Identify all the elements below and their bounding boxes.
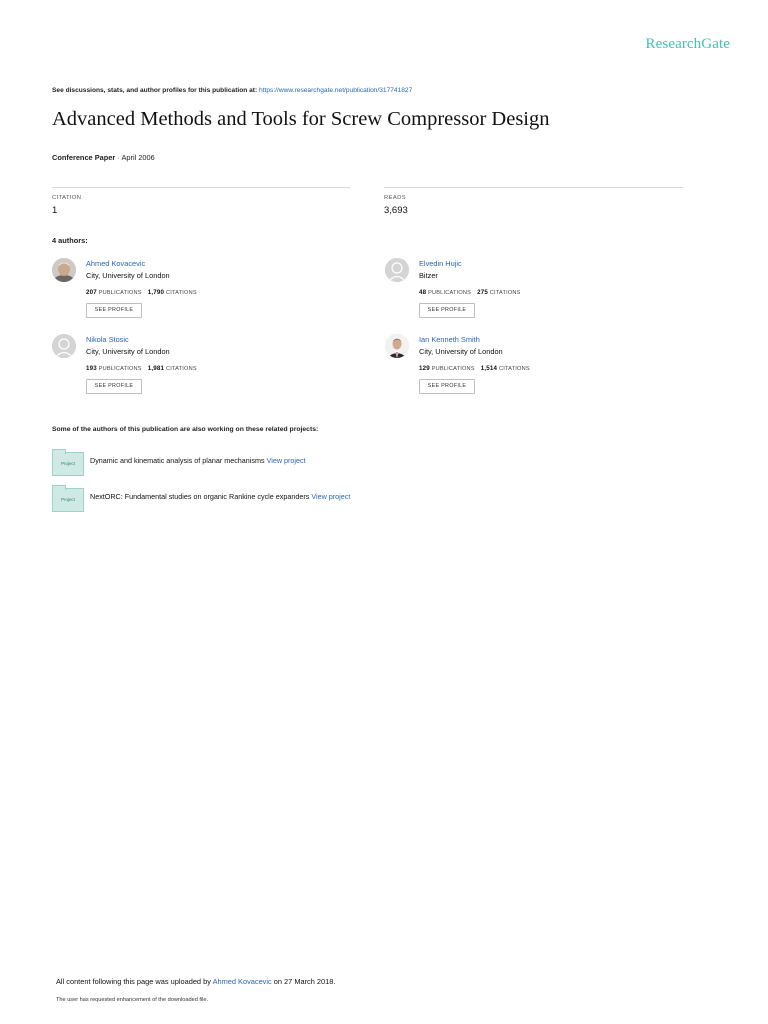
publications-label: PUBLICATIONS	[98, 366, 142, 372]
project-folder-icon	[52, 488, 84, 512]
author-stats	[86, 365, 197, 372]
project-icon-label: Project	[61, 461, 75, 466]
citations-count: 1,981	[147, 365, 165, 372]
author-card-elvedin-hujic	[385, 258, 685, 328]
author-institution: City, University of London	[419, 347, 503, 356]
author-institution: City, University of London	[86, 271, 170, 280]
see-profile-button[interactable]: SEE PROFILE	[86, 379, 142, 394]
author-avatar-placeholder[interactable]	[52, 334, 76, 358]
citation-label: CITATION	[52, 195, 82, 201]
author-stats	[86, 289, 197, 296]
project-entry	[90, 492, 350, 501]
publication-type: Conference Paper	[52, 153, 116, 162]
citations-count: 275	[477, 289, 489, 296]
author-name-link[interactable]: Nikola Stosic	[86, 335, 129, 344]
reads-label: READS	[384, 195, 406, 201]
project-icon-label: Project	[61, 497, 75, 502]
author-avatar-photo[interactable]	[52, 258, 76, 282]
citations-label: CITATIONS	[498, 366, 530, 372]
see-profile-button[interactable]: SEE PROFILE	[419, 303, 475, 318]
related-projects-heading: Some of the authors of this publication are also working on these related projects:	[52, 426, 319, 433]
citations-label: CITATIONS	[489, 290, 521, 296]
view-project-link[interactable]: View project	[266, 456, 306, 465]
author-avatar-placeholder[interactable]	[385, 258, 409, 282]
view-project-link[interactable]: View project	[311, 492, 351, 501]
publications-count: 207	[86, 289, 97, 296]
upload-prefix: All content following this page was uploaded by	[56, 977, 211, 986]
publication-url-link[interactable]: https://www.researchgate.net/publication/317741827	[259, 87, 413, 94]
citations-count: 1,790	[147, 289, 165, 296]
author-stats	[419, 289, 521, 296]
discussion-notice-text: See discussions, stats, and author profiles for this publication at:	[52, 87, 258, 94]
reads-count: 3,693	[384, 205, 408, 216]
publication-meta	[52, 153, 155, 162]
project-folder-icon	[52, 452, 84, 476]
publications-label: PUBLICATIONS	[428, 290, 472, 296]
publications-count: 48	[419, 289, 427, 296]
citations-count: 1,514	[480, 365, 498, 372]
see-profile-button[interactable]: SEE PROFILE	[419, 379, 475, 394]
see-profile-button[interactable]: SEE PROFILE	[86, 303, 142, 318]
publication-date: April 2006	[121, 153, 155, 162]
publications-count: 129	[419, 365, 430, 372]
publications-label: PUBLICATIONS	[98, 290, 142, 296]
publication-title: Advanced Methods and Tools for Screw Compressor Design	[52, 108, 550, 130]
project-title: Dynamic and kinematic analysis of planar mechanisms	[90, 456, 265, 465]
citations-label: CITATIONS	[165, 366, 197, 372]
author-card-ian-kenneth-smith	[385, 334, 685, 404]
author-name-link[interactable]: Ahmed Kovacevic	[86, 259, 146, 268]
project-entry	[90, 456, 306, 465]
upload-suffix: on 27 March 2018.	[273, 977, 336, 986]
researchgate-logo[interactable]: ResearchGate	[645, 36, 730, 52]
author-avatar-photo[interactable]	[385, 334, 409, 358]
publications-label: PUBLICATIONS	[431, 366, 475, 372]
meta-separator: ·	[115, 153, 122, 162]
uploader-link[interactable]: Ahmed Kovacevic	[212, 977, 272, 986]
citation-divider	[52, 187, 350, 188]
project-title: NextORC: Fundamental studies on organic Rankine cycle expanders	[90, 492, 310, 501]
publications-count: 193	[86, 365, 97, 372]
project-row	[52, 452, 412, 478]
author-institution: Bitzer	[419, 271, 438, 280]
reads-divider	[384, 187, 683, 188]
citation-count: 1	[52, 205, 58, 216]
author-card-nikola-stosic	[52, 334, 352, 404]
author-name-link[interactable]: Elvedin Hujic	[419, 259, 462, 268]
author-stats	[419, 365, 530, 372]
enhancement-note: The user has requested enhancement of the downloaded file.	[56, 997, 209, 1003]
author-name-link[interactable]: Ian Kenneth Smith	[419, 335, 480, 344]
author-card-ahmed-kovacevic	[52, 258, 352, 328]
author-institution: City, University of London	[86, 347, 170, 356]
authors-heading: 4 authors:	[52, 236, 88, 245]
project-row	[52, 488, 412, 514]
citations-label: CITATIONS	[165, 290, 197, 296]
upload-notice	[56, 977, 335, 986]
discussion-notice	[52, 87, 412, 94]
